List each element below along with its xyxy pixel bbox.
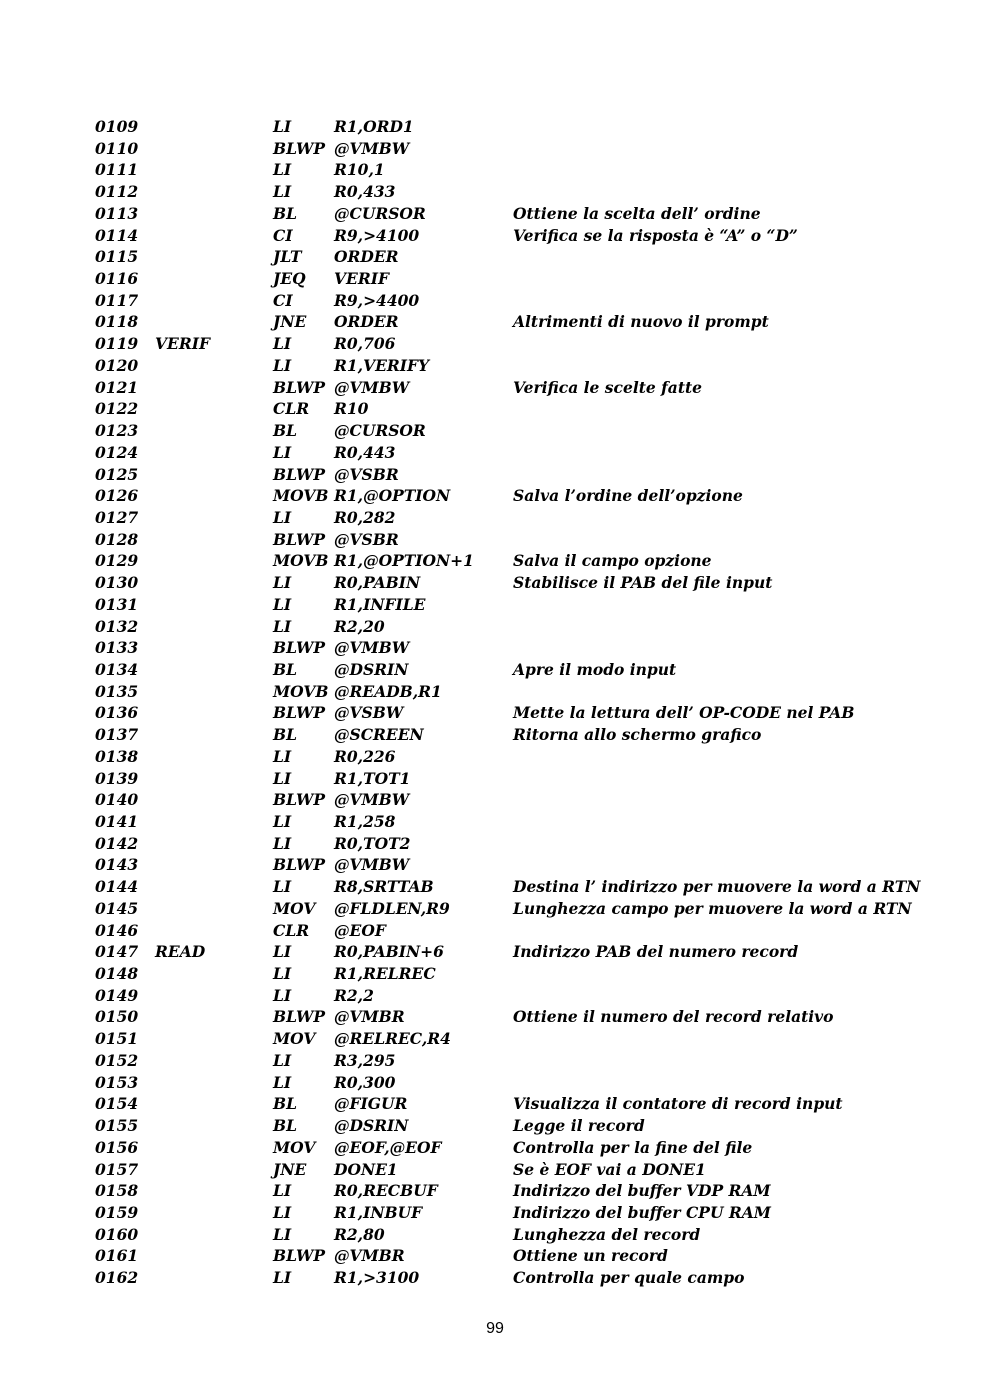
operand: @VMBR [334, 1246, 405, 1266]
line-number: 0155 [95, 1116, 139, 1136]
operand: @READB,R1 [334, 681, 442, 701]
operand: R0,PABIN+6 [334, 942, 444, 962]
operand: R1,@OPTION [334, 486, 451, 506]
operand: @VMBR [334, 1007, 405, 1027]
listing-row [95, 1028, 955, 1050]
opcode: LI [273, 985, 292, 1005]
listing-row [95, 1224, 955, 1246]
listing-row [95, 1245, 955, 1267]
operand: @VMBW [334, 855, 410, 875]
operand: R1,TOT1 [334, 768, 411, 788]
comment: Ottiene il numero del record relativo [513, 1007, 834, 1027]
listing-row [95, 572, 955, 594]
listing-row [95, 963, 955, 985]
opcode: LI [273, 573, 292, 593]
opcode: MOV [273, 1029, 316, 1049]
page-number: 99 [486, 1320, 504, 1337]
operand: R1,RELREC [334, 964, 436, 984]
opcode: LI [273, 964, 292, 984]
listing-row [95, 116, 955, 138]
operand: R0,300 [334, 1072, 396, 1092]
listing-row [95, 159, 955, 181]
comment: Salva il campo opzione [513, 551, 712, 571]
listing-row [95, 1006, 955, 1028]
listing-row [95, 377, 955, 399]
operand: R2,20 [334, 616, 385, 636]
line-number: 0156 [95, 1137, 139, 1157]
listing-row [95, 1093, 955, 1115]
opcode: LI [273, 1202, 292, 1222]
line-number: 0136 [95, 703, 139, 723]
line-number: 0124 [95, 442, 139, 462]
line-number: 0116 [95, 269, 139, 289]
line-number: 0148 [95, 964, 139, 984]
line-number: 0132 [95, 616, 139, 636]
line-number: 0117 [95, 290, 139, 310]
comment: Destina l’ indirizzo per muovere la word a RTN [513, 877, 921, 897]
operand: @EOF [334, 920, 386, 940]
operand: @VSBR [334, 529, 399, 549]
opcode: BLWP [273, 377, 326, 397]
line-number: 0121 [95, 377, 139, 397]
listing-row [95, 181, 955, 203]
line-number: 0146 [95, 920, 139, 940]
listing-row [95, 789, 955, 811]
opcode: BL [273, 1116, 297, 1136]
opcode: LI [273, 812, 292, 831]
operand: R0,282 [334, 507, 396, 527]
comment: Indirizzo del buffer CPU RAM [513, 1202, 771, 1222]
listing-row [95, 1072, 955, 1094]
opcode: LI [273, 942, 292, 962]
listing-row [95, 594, 955, 616]
listing-row [95, 659, 955, 681]
operand: ORDER [334, 247, 399, 267]
operand: R0,226 [334, 746, 396, 766]
opcode: LI [273, 334, 292, 354]
operand: R1,@OPTION+1 [334, 551, 474, 571]
operand: VERIF [334, 269, 389, 289]
line-number: 0113 [95, 203, 139, 223]
listing-row [95, 138, 955, 160]
line-number: 0118 [95, 312, 139, 332]
comment: Lunghezza del record [513, 1224, 701, 1244]
opcode: LI [273, 1072, 292, 1092]
listing-row [95, 464, 955, 486]
operand: R1,INBUF [334, 1202, 423, 1222]
operand: R2,2 [334, 985, 374, 1005]
listing-row [95, 1050, 955, 1072]
opcode: BLWP [273, 529, 326, 549]
line-number: 0135 [95, 681, 139, 701]
operand: @EOF,@EOF [334, 1137, 442, 1157]
operand: @VMBW [334, 638, 410, 658]
opcode: LI [273, 1224, 292, 1244]
operand: @CURSOR [334, 421, 426, 441]
line-number: 0111 [95, 160, 139, 180]
operand: R0,443 [334, 442, 396, 462]
opcode: JNE [273, 1159, 307, 1179]
line-number: 0134 [95, 659, 139, 679]
operand: @DSRIN [334, 1116, 409, 1136]
opcode: LI [273, 594, 292, 614]
listing-row [95, 1115, 955, 1137]
opcode: LI [273, 1268, 292, 1288]
listing-row [95, 854, 955, 876]
operand: R1,>3100 [334, 1268, 420, 1288]
operand: @VMBW [334, 790, 410, 810]
listing-row [95, 811, 955, 833]
line-number: 0130 [95, 573, 139, 593]
listing-row [95, 203, 955, 225]
opcode: LI [273, 616, 292, 636]
comment: Ritorna allo schermo grafico [513, 725, 762, 745]
line-number: 0126 [95, 486, 139, 506]
opcode: MOV [273, 898, 316, 918]
opcode: LI [273, 877, 292, 897]
operand: @VMBW [334, 377, 410, 397]
listing-row [95, 876, 955, 898]
opcode: BLWP [273, 638, 326, 658]
line-number: 0157 [95, 1159, 139, 1179]
operand: R2,80 [334, 1224, 385, 1244]
listing-row [95, 746, 955, 768]
opcode: LI [273, 833, 292, 853]
line-number: 0160 [95, 1224, 139, 1244]
operand: R1,INFILE [334, 594, 426, 614]
opcode: CI [273, 225, 293, 245]
line-number: 0129 [95, 551, 139, 571]
opcode: BL [273, 1094, 297, 1114]
operand: R3,295 [334, 1050, 396, 1070]
operand: ORDER [334, 312, 399, 332]
operand: R0,PABIN [334, 573, 421, 593]
line-number: 0145 [95, 898, 139, 918]
line-number: 0131 [95, 594, 139, 614]
comment: Ottiene la scelta dell’ ordine [513, 203, 761, 223]
listing-row [95, 833, 955, 855]
comment: Mette la lettura dell’ OP-CODE nel PAB [513, 703, 855, 723]
listing-row [95, 1267, 955, 1289]
line-number: 0133 [95, 638, 139, 658]
listing-row [95, 681, 955, 703]
comment: Stabilisce il PAB del file input [513, 573, 773, 593]
line-number: 0140 [95, 790, 139, 810]
listing-row [95, 290, 955, 312]
opcode: BLWP [273, 790, 326, 810]
opcode: BL [273, 725, 297, 745]
line-number: 0137 [95, 725, 139, 745]
opcode: LI [273, 355, 292, 375]
opcode: BLWP [273, 855, 326, 875]
operand: R1,258 [334, 812, 396, 831]
opcode: CLR [273, 399, 310, 419]
listing-row [95, 1202, 955, 1224]
line-number: 0119 [95, 334, 139, 354]
line-number: 0144 [95, 877, 139, 897]
line-number: 0151 [95, 1029, 139, 1049]
opcode: BLWP [273, 138, 326, 158]
operand: @RELREC,R4 [334, 1029, 451, 1049]
opcode: MOVB [273, 486, 329, 506]
opcode: LI [273, 1181, 292, 1201]
opcode: BL [273, 421, 297, 441]
comment: Visualizza il contatore di record input [513, 1094, 843, 1114]
code-listing [95, 116, 955, 1289]
line-number: 0138 [95, 746, 139, 766]
listing-row [95, 529, 955, 551]
opcode: LI [273, 507, 292, 527]
listing-row [95, 1159, 955, 1181]
opcode: LI [273, 1050, 292, 1070]
line-number: 0161 [95, 1246, 139, 1266]
opcode: BLWP [273, 1007, 326, 1027]
listing-row [95, 507, 955, 529]
listing-row [95, 268, 955, 290]
opcode: LI [273, 182, 292, 202]
listing-row [95, 768, 955, 790]
operand: R1,ORD1 [334, 117, 414, 136]
operand: R8,SRTTAB [334, 877, 434, 897]
listing-row [95, 420, 955, 442]
line-number: 0159 [95, 1202, 139, 1222]
opcode: MOV [273, 1137, 316, 1157]
operand: R0,RECBUF [334, 1181, 438, 1201]
operand: R1,VERIFY [334, 355, 430, 375]
listing-row [95, 355, 955, 377]
listing-row [95, 442, 955, 464]
line-number: 0114 [95, 225, 139, 245]
opcode: MOVB [273, 551, 329, 571]
line-number: 0147 [95, 942, 139, 962]
line-number: 0154 [95, 1094, 139, 1114]
line-number: 0110 [95, 138, 139, 158]
opcode: CI [273, 290, 293, 310]
operand: @DSRIN [334, 659, 409, 679]
operand: R9,>4400 [334, 290, 420, 310]
listing-row [95, 225, 955, 247]
comment: Legge il record [513, 1116, 645, 1136]
line-number: 0150 [95, 1007, 139, 1027]
line-number: 0125 [95, 464, 139, 484]
comment: Se è EOF vai a DONE1 [513, 1159, 706, 1179]
code-label: VERIF [155, 334, 210, 354]
operand: @FLDLEN,R9 [334, 898, 450, 918]
listing-row [95, 616, 955, 638]
operand: R0,433 [334, 182, 396, 202]
operand: @CURSOR [334, 203, 426, 223]
listing-row [95, 311, 955, 333]
line-number: 0149 [95, 985, 139, 1005]
line-number: 0142 [95, 833, 139, 853]
listing-row [95, 898, 955, 920]
line-number: 0123 [95, 421, 139, 441]
listing-row [95, 724, 955, 746]
comment: Controlla per la fine del file [513, 1137, 753, 1157]
listing-row [95, 920, 955, 942]
operand: R0,706 [334, 334, 396, 354]
operand: @VSBW [334, 703, 404, 723]
opcode: LI [273, 160, 292, 180]
listing-row [95, 485, 955, 507]
listing-row [95, 1137, 955, 1159]
line-number: 0152 [95, 1050, 139, 1070]
opcode: LI [273, 442, 292, 462]
opcode: BLWP [273, 703, 326, 723]
listing-row [95, 941, 955, 963]
operand: R10,1 [334, 160, 385, 180]
operand: @FIGUR [334, 1094, 408, 1114]
line-number: 0153 [95, 1072, 139, 1092]
line-number: 0112 [95, 182, 139, 202]
listing-row [95, 550, 955, 572]
opcode: BL [273, 659, 297, 679]
opcode: CLR [273, 920, 310, 940]
opcode: BLWP [273, 464, 326, 484]
listing-row [95, 637, 955, 659]
line-number: 0127 [95, 507, 139, 527]
operand: R0,TOT2 [334, 833, 411, 853]
code-label: READ [155, 942, 206, 962]
comment: Verifica se la risposta è “A” o “D” [513, 225, 798, 245]
opcode: JLT [273, 247, 302, 267]
opcode: MOVB [273, 681, 329, 701]
line-number: 0120 [95, 355, 139, 375]
listing-row [95, 246, 955, 268]
line-number: 0158 [95, 1181, 139, 1201]
opcode: LI [273, 746, 292, 766]
opcode: LI [273, 117, 292, 136]
line-number: 0141 [95, 812, 139, 831]
opcode: JEQ [273, 269, 306, 289]
line-number: 0122 [95, 399, 139, 419]
operand: @SCREEN [334, 725, 424, 745]
comment: Lunghezza campo per muovere la word a RTN [513, 898, 912, 918]
comment: Salva l’ordine dell’opzione [513, 486, 743, 506]
listing-row [95, 333, 955, 355]
operand: @VMBW [334, 138, 410, 158]
listing-row [95, 985, 955, 1007]
line-number: 0128 [95, 529, 139, 549]
operand: R9,>4100 [334, 225, 420, 245]
opcode: BLWP [273, 1246, 326, 1266]
line-number: 0143 [95, 855, 139, 875]
line-number: 0139 [95, 768, 139, 788]
comment: Verifica le scelte fatte [513, 377, 703, 397]
comment: Ottiene un record [513, 1246, 668, 1266]
operand: DONE1 [334, 1159, 398, 1179]
comment: Altrimenti di nuovo il prompt [513, 312, 769, 332]
listing-row [95, 1180, 955, 1202]
operand: R10 [334, 399, 369, 419]
listing-row [95, 398, 955, 420]
comment: Indirizzo del buffer VDP RAM [513, 1181, 771, 1201]
comment: Indirizzo PAB del numero record [513, 942, 799, 962]
opcode: LI [273, 768, 292, 788]
line-number: 0162 [95, 1268, 139, 1288]
opcode: JNE [273, 312, 307, 332]
line-number: 0115 [95, 247, 139, 267]
opcode: BL [273, 203, 297, 223]
comment: Controlla per quale campo [513, 1268, 745, 1288]
line-number: 0109 [95, 117, 139, 136]
listing-row [95, 702, 955, 724]
operand: @VSBR [334, 464, 399, 484]
comment: Apre il modo input [513, 659, 677, 679]
